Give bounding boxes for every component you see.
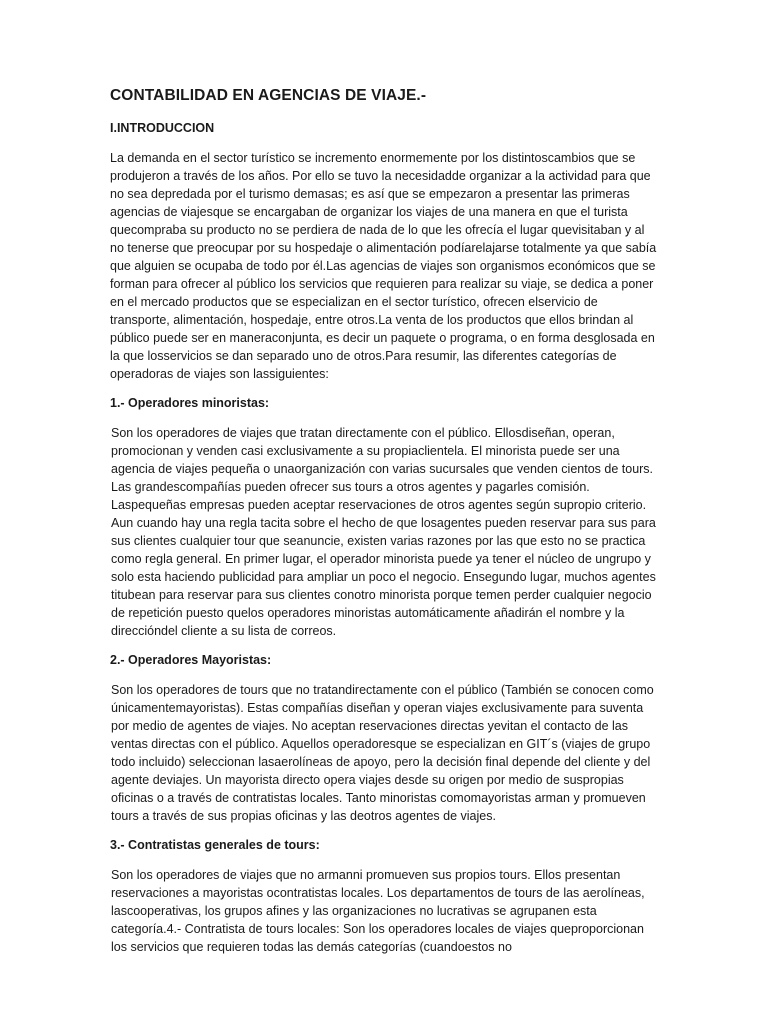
paragraph-contratistas-generales: Son los operadores de viajes que no armanni promueven sus propios tours. Ellos presentan reservaciones a mayoristas ocontratistas locales. Los departamentos de tours de las aerolíneas, lascooperativas, los grupos afines y las organizaciones no lucrativas se agrupanen esta categoría.4.- Contratista de tours locales: Son los operadores locales de viajes queproporcionan los servicios que requieren todas las demás categorías (cuandoestos no	[111, 868, 645, 954]
document-body	[110, 86, 660, 968]
section-heading-operadores-mayoristas: 2.- Operadores Mayoristas:	[110, 653, 272, 667]
section-heading-contratistas-generales: 3.- Contratistas generales de tours:	[110, 838, 320, 852]
paragraph-introduccion: La demanda en el sector turístico se incremento enormemente por los distintoscambios que se produjeron a través de los años. Por ello se tuvo la necesidadde organizar a la actividad para que no sea depredada por el turismo demasas; es así que se empezaron a presentar las primeras agencias de viajesque se encargaban de organizar los viajes de una manera en que el turista quecompraba su producto no se perdiera de nada de lo que les ofrecía el lugar quevisitaban y al no tenerse que preocupar por su hospedaje o alimentación podíarelajarse totalmente ya que sabía que alguien se ocupaba de todo por él.Las agencias de viajes son organismos económicos que se forman para ofrecer al público los servicios que requieren para realizar su viaje, se dedica a poner en el mercado productos que se especializan en el sector turístico, ofrecen elservicio de transporte, alimentación, hospedaje, entre otros.La venta de los productos que ellos brindan al público puede ser en maneraconjunta, es decir un paquete o programa, o en forma desglosada en la que losservicios se dan separado uno de otros.Para resumir, las diferentes categorías de operadoras de viajes son lassiguientes:	[110, 151, 657, 381]
document-title: CONTABILIDAD EN AGENCIAS DE VIAJE.-	[110, 87, 427, 104]
section-heading-introduccion: I.INTRODUCCION	[110, 121, 215, 135]
section-heading-operadores-minoristas: 1.- Operadores minoristas:	[110, 396, 270, 410]
paragraph-operadores-minoristas: Son los operadores de viajes que tratan directamente con el público. Ellosdiseñan, operan, promocionan y venden casi exclusivamente a su propiaclientela. El minorista puede ser una agencia de viajes pequeña o unaorganización con varias sucursales que venden cientos de tours. Las grandescompañías pueden ofrecer sus tours a otros agentes y pagarles comisión. Laspequeñas empresas pueden aceptar reservaciones de otros agentes según supropio criterio. Aun cuando hay una regla tacita sobre el hecho de que losagentes pueden reservar para sus para sus clientes cualquier tour que seanuncie, existen varias razones por las que esto no se practica como regla general. En primer lugar, el operador minorista puede ya tener el núcleo de ungrupo y solo esta haciendo publicidad para ampliar un poco el negocio. Ensegundo lugar, muchos agentes titubean para reservar para sus clientes conotro minorista porque temen perder cualquier negocio de repetición puesto quelos operadores minoristas automáticamente añadirán el nombre y la direccióndel cliente a su lista de correos.	[111, 426, 656, 638]
paragraph-operadores-mayoristas: Son los operadores de tours que no tratandirectamente con el público (También se conocen como únicamentemayoristas). Estas compañías diseñan y operan viajes exclusivamente para suventa por medio de agentes de viajes. No aceptan reservaciones directas yevitan el contacto de las ventas directas con el público. Aquellos operadoresque se especializan en GIT´s (viajes de grupo todo incluido) seleccionan lasaerolíneas de apoyo, pero la decisión final depende del cliente y del agente deviajes. Un mayorista directo opera viajes desde su origen por medio de suspropias oficinas o a través de contratistas locales. Tanto minoristas comomayoristas arman y promueven tours a través de sus propias oficinas y las deotros agentes de viajes.	[111, 683, 654, 823]
